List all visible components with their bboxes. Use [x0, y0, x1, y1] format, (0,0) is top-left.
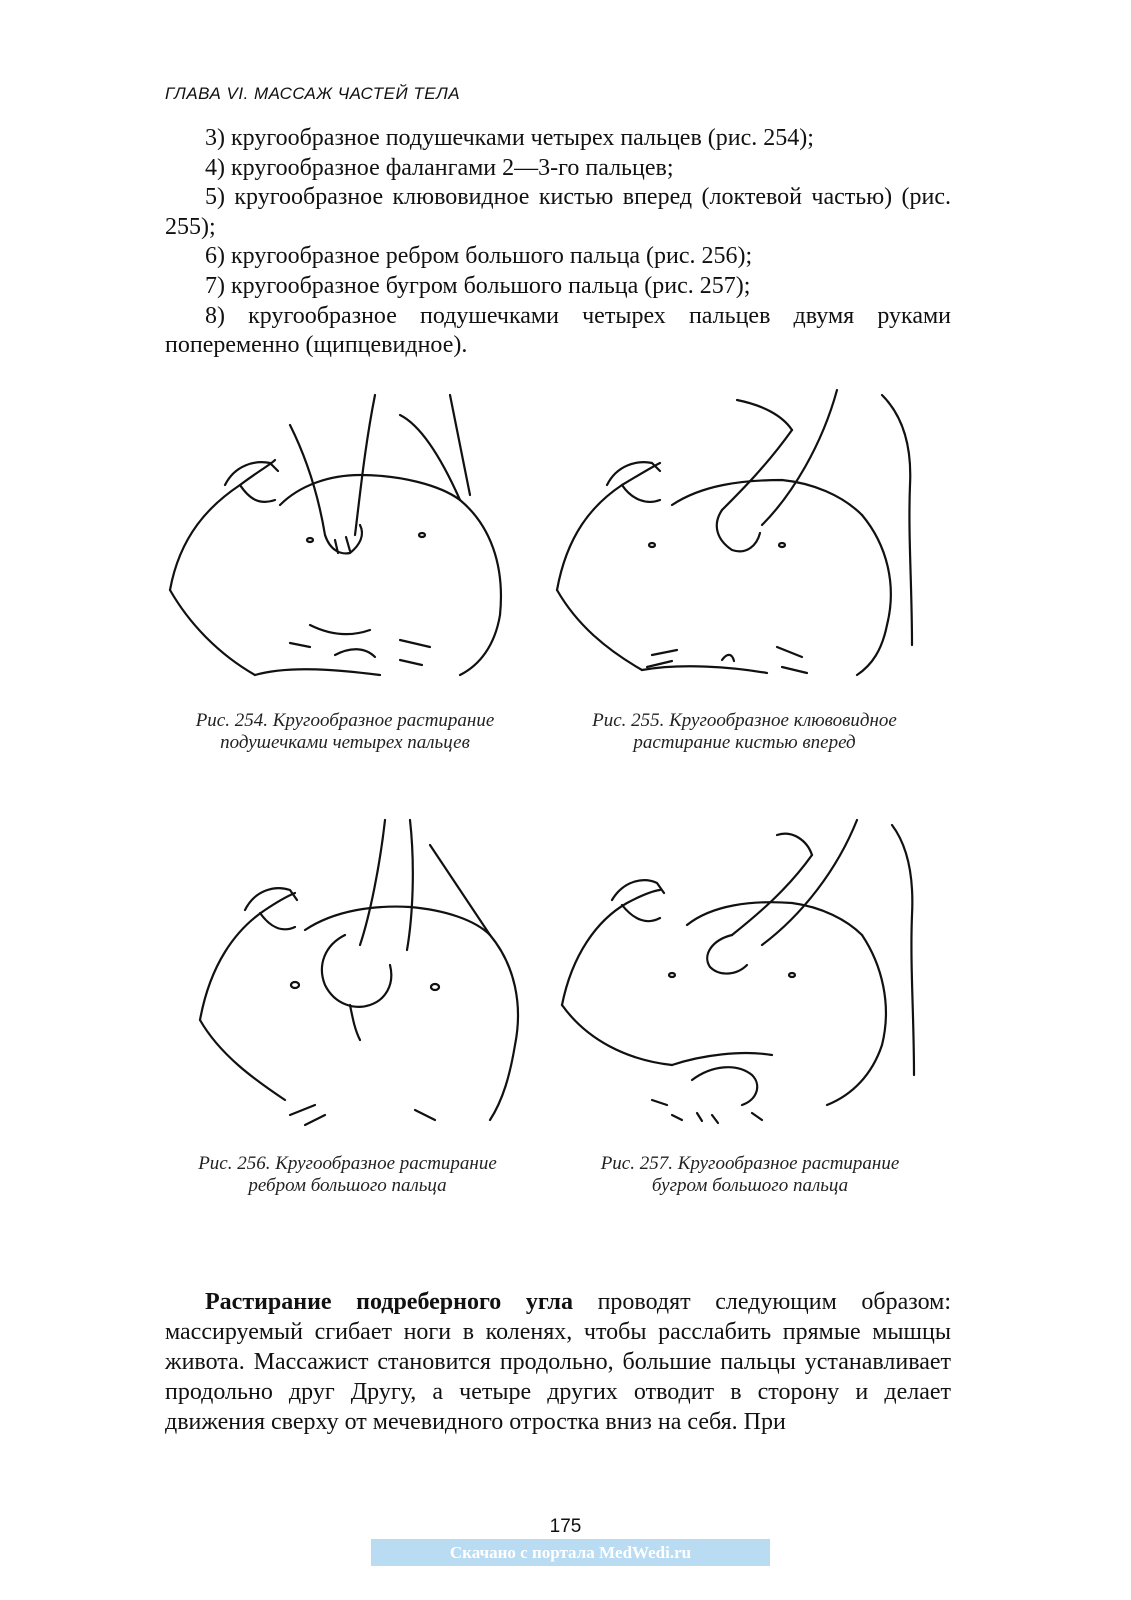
- main-paragraph: [165, 1287, 951, 1437]
- figure-255-caption: Рис. 255. Кругообразное клювовидное растирание кистью вперед: [592, 710, 897, 753]
- figure-256-caption: Рис. 256. Кругообразное растирание ребром большого пальца: [198, 1153, 497, 1196]
- figure-257-caption: Рис. 257. Кругообразное растирание бугром большого пальца: [600, 1153, 900, 1196]
- paragraph: [165, 1287, 951, 1437]
- technique-list: [165, 124, 951, 361]
- list-item: 3) кругообразное подушечками четырех пальцев (рис. 254);: [205, 125, 814, 151]
- paragraph-text: проводят следующим образом: массируемый сгибает ноги в коленях, чтобы расслабить прямые мышцы живота. Массажист становится продольно, большие пальцы устанавливает продольно друг Другу, а четыре других отводит в сторону и делает движения сверху от мечевидного отростка вниз на себя. При: [165, 1289, 951, 1435]
- watermark-banner: Скачано с портала MedWedi.ru: [371, 1539, 770, 1566]
- page-number: 175: [549, 1516, 582, 1537]
- list-item: 6) кругообразное ребром большого пальца (рис. 256);: [205, 243, 753, 270]
- bold-term: Растирание подреберного угла: [205, 1289, 573, 1315]
- running-header: ГЛАВА VI. МАССАЖ ЧАСТЕЙ ТЕЛА: [165, 84, 461, 103]
- figure-254-caption: Рис. 254. Кругообразное растирание подушечками четырех пальцев: [195, 710, 495, 753]
- figure-254-illustration: [160, 385, 520, 685]
- figure-257-illustration: [552, 815, 927, 1135]
- list-item: 8) кругообразное подушечками четырех пальцев двумя руками попеременно (щипцевидное).: [165, 302, 951, 359]
- list-item: 5) кругообразное клювовидное кистью вперед (локтевой частью) (рис. 255);: [165, 184, 951, 240]
- figure-256-illustration: [185, 815, 530, 1135]
- list-item: 7) кругообразное бугром большого пальца (рис. 257);: [205, 272, 751, 299]
- figure-255-illustration: [552, 385, 927, 685]
- list-item: 4) кругообразное фалангами 2—3-го пальцев;: [205, 154, 674, 181]
